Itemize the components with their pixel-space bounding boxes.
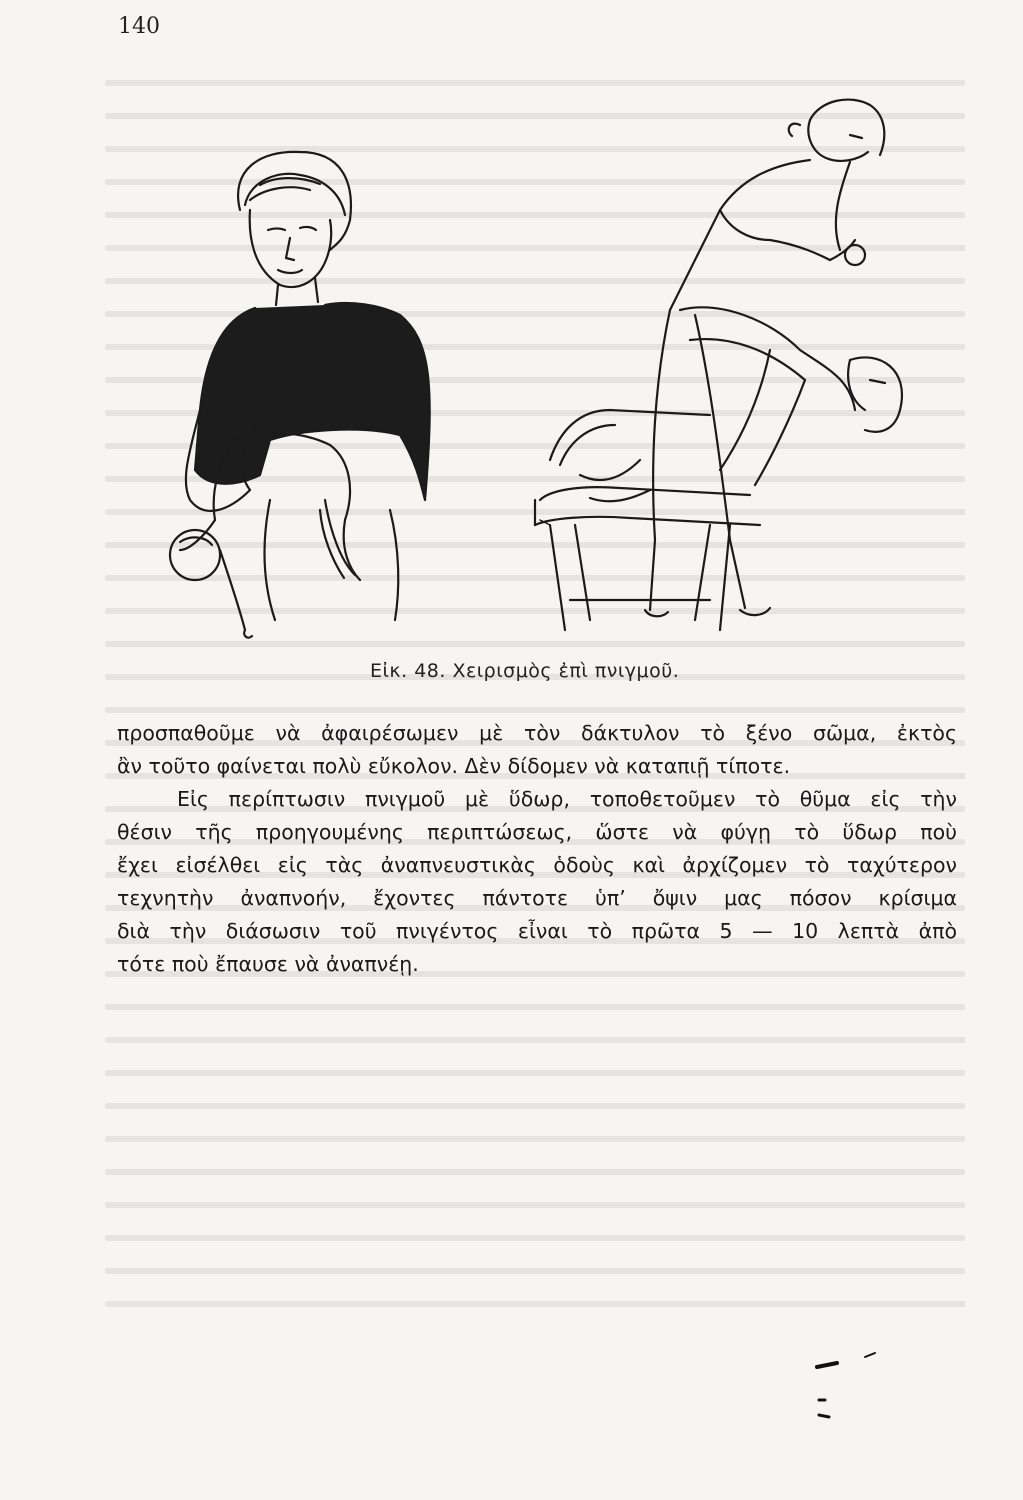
margin-ink-marks [805, 1345, 895, 1435]
rescuer-and-victim-over-chair-drawing [535, 100, 902, 630]
figure-48-illustration [150, 80, 920, 660]
figure-caption: Εἰκ. 48. Χειρισμὸς ἐπὶ πνιγμοῦ. [370, 660, 680, 682]
page-number: 140 [118, 14, 160, 39]
text-line: διὰ τὴν διάσωσιν τοῦ πνιγέντος εἶναι τὸ πρῶτα 5 — 10 λεπτὰ ἀπὸ [117, 919, 957, 943]
text-line: ἂν τοῦτο φαίνεται πολὺ εὔκολον. Δὲν δίδομεν νὰ καταπιῇ τίποτε. [117, 754, 791, 778]
woman-holding-infant-drawing [170, 152, 430, 638]
text-line: τεχνητὴν ἀναπνοήν, ἔχοντες πάντοτε ὑπ’ ὄψιν μας πόσον κρίσιμα [117, 886, 957, 910]
text-line: ἔχει εἰσέλθει εἰς τὰς ἀναπνευστικὰς ὁδοὺς καὶ ἀρχίζομεν τὸ ταχύτερον [117, 853, 957, 877]
paragraph [117, 783, 957, 981]
text-line: προσπαθοῦμε νὰ ἀφαιρέσωμεν μὲ τὸν δάκτυλον τὸ ξένο σῶμα, ἐκτὸς [117, 721, 957, 745]
paragraph [117, 717, 957, 783]
body-text [117, 717, 957, 981]
text-line: θέσιν τῆς προηγουμένης περιπτώσεως, ὥστε νὰ φύγῃ τὸ ὕδωρ ποὺ [117, 820, 957, 844]
text-line: Εἰς περίπτωσιν πνιγμοῦ μὲ ὕδωρ, τοποθετοῦμεν τὸ θῦμα εἰς τὴν [177, 787, 957, 811]
text-line: τότε ποὺ ἔπαυσε νὰ ἀναπνέῃ. [117, 952, 419, 976]
